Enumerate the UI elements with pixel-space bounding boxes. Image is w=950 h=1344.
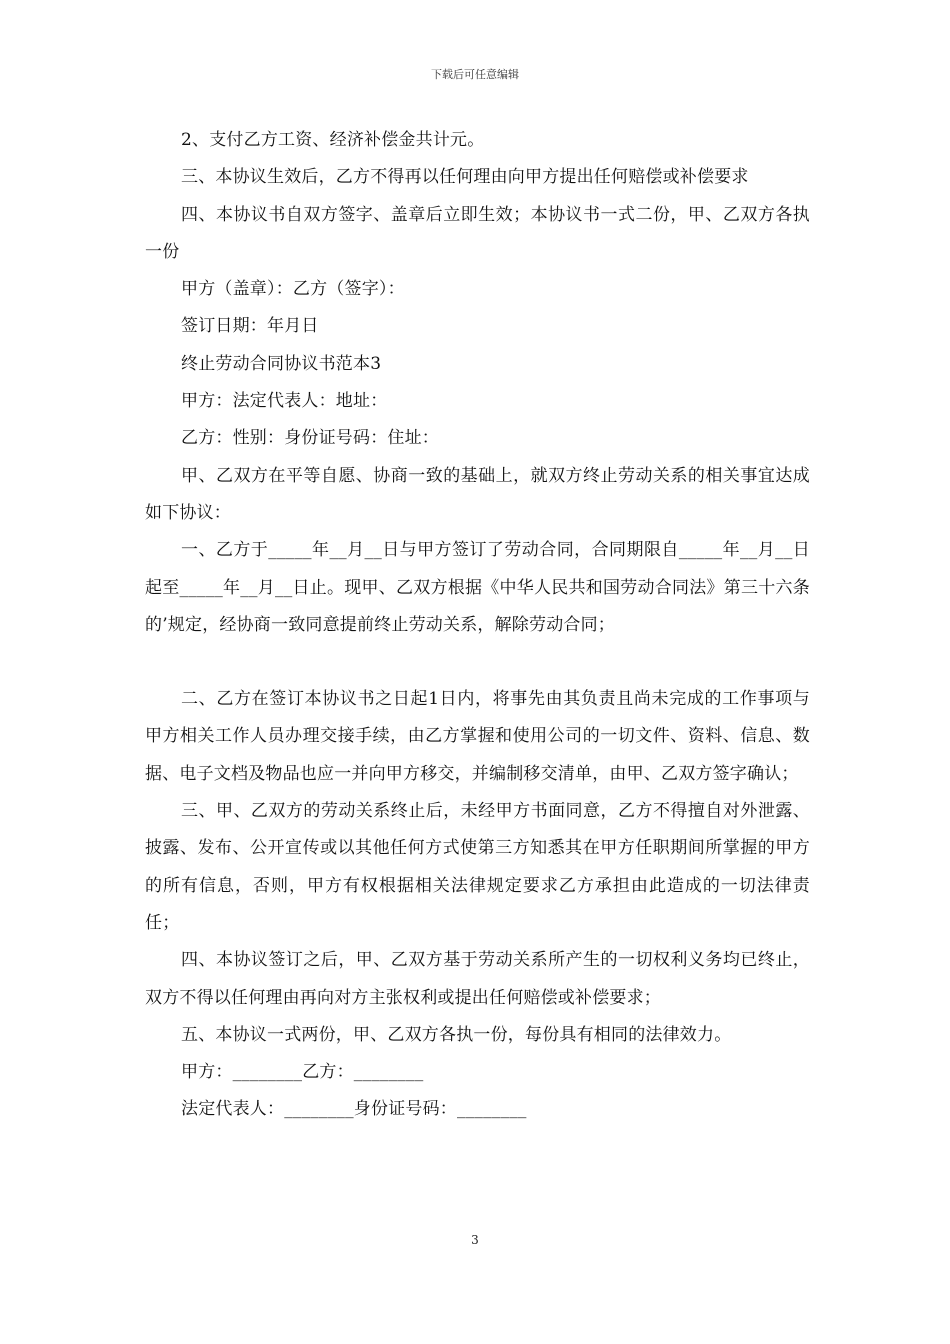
paragraph-article-3: 三、甲、乙双方的劳动关系终止后，未经甲方书面同意，乙方不得擅自对外泄露、披露、发布、公开宣传或以其他任何方式使第三方知悉其在甲方任职期间所掌握的甲方的所有信息，否则，甲方有权根据相关法律规定要求乙方承担由此造成的一切法律责任； — [145, 801, 810, 933]
section-title-template-3: 终止劳动合同协议书范本3 — [181, 353, 382, 374]
party-a-info: 甲方：法定代表人：地址： — [181, 391, 388, 412]
paragraph-article-1: 一、乙方于_____年__月__日与甲方签订了劳动合同，合同期限自_____年__月__日起至_____年__月__日止。现甲、乙双方根据《中华人民共和国劳动合同法》第三十六条的’规定，经协商一致同意提前终止劳动关系，解除劳动合同； — [145, 540, 810, 635]
paragraph-clause-4: 四、本协议书自双方签字、盖章后立即生效；本协议书一式二份，甲、乙双方各执一份 — [145, 204, 810, 262]
signature-line-party-a-b: 甲方：________乙方：________ — [181, 1062, 424, 1083]
document-body — [145, 122, 810, 1129]
paragraph-article-5: 五、本协议一式两份，甲、乙双方各执一份，每份具有相同的法律效力。 — [181, 1024, 732, 1045]
page-number: 3 — [471, 1233, 479, 1247]
paragraph-article-2: 二、乙方在签订本协议书之日起1日内，将事先由其负责且尚未完成的工作事项与甲方相关工作人员办理交接手续，由乙方掌握和使用公司的一切文件、资料、信息、数据、电子文档及物品也应一并向甲方移交，并编制移交清单，由甲、乙双方签字确认； — [145, 689, 810, 784]
signature-line-parties: 甲方（盖章）：乙方（签字）： — [181, 279, 405, 300]
signature-date: 签订日期：年月日 — [181, 316, 319, 337]
paragraph-clause-3: 三、本协议生效后，乙方不得再以任何理由向甲方提出任何赔偿或补偿要求 — [181, 167, 749, 188]
party-b-info: 乙方：性别：身份证号码：住址： — [181, 428, 439, 449]
signature-line-representative: 法定代表人：________身份证号码：________ — [181, 1099, 527, 1120]
page-header: 下载后可任意编辑 — [431, 68, 519, 81]
paragraph-article-4: 四、本协议签订之后，甲、乙双方基于劳动关系所产生的一切权利义务均已终止，双方不得以任何理由再向对方主张权利或提出任何赔偿或补偿要求； — [145, 950, 810, 1008]
blank-line — [145, 644, 810, 681]
paragraph-payment: 2、支付乙方工资、经济补偿金共计元。 — [181, 130, 485, 150]
paragraph-preamble: 甲、乙双方在平等自愿、协商一致的基础上，就双方终止劳动关系的相关事宜达成如下协议： — [145, 465, 810, 523]
